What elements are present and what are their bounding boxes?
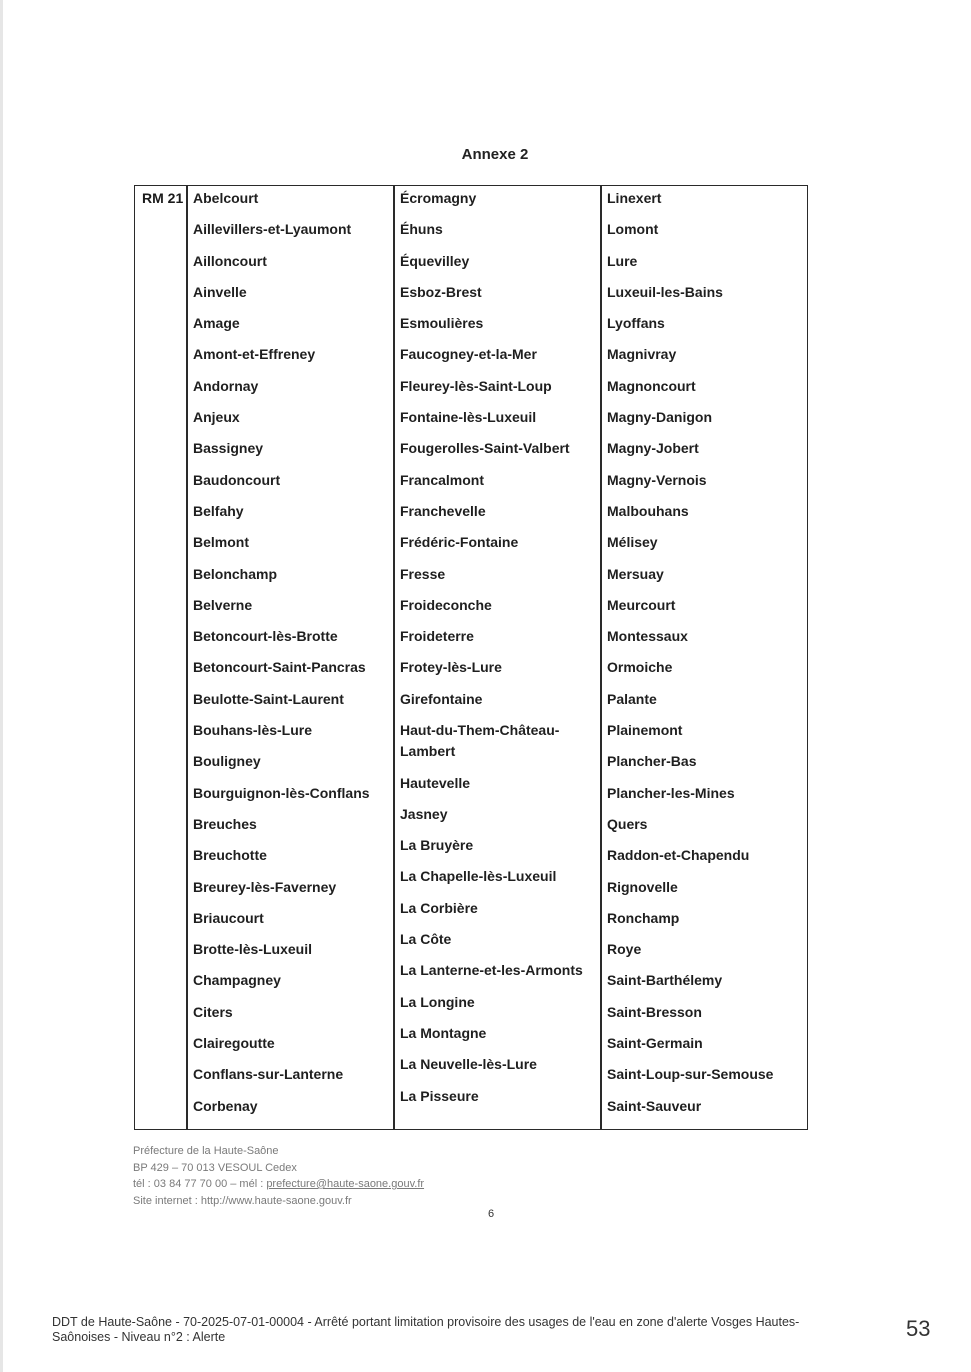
document-caption: DDT de Haute-Saône - 70-2025-07-01-00004 - Arrêté portant limitation provisoire des usages de l'eau en zone d'alerte Vosges Hautes-Saônoises - Niveau n°2 : Alerte: [52, 1315, 800, 1344]
commune-name: Ronchamp: [607, 909, 680, 926]
commune-name: Faucogney-et-la-Mer: [400, 346, 537, 363]
commune-name: Haut-du-Them-Château-Lambert: [400, 722, 560, 760]
commune-name: Saint-Germain: [607, 1035, 703, 1052]
commune-name: Raddon-et-Chapendu: [607, 847, 750, 864]
column-divider: [600, 186, 602, 1129]
commune-name: Saint-Sauveur: [607, 1097, 702, 1114]
commune-name: La Longine: [400, 993, 475, 1010]
footer-line: Préfecture de la Haute-Saône: [133, 1145, 279, 1157]
commune-name: Froideconche: [400, 596, 492, 613]
commune-name: Belonchamp: [193, 565, 278, 582]
commune-name: Franchevelle: [400, 502, 486, 519]
commune-name: Mersuay: [607, 565, 664, 582]
inner-page-number: 6: [488, 1208, 495, 1220]
commune-name: Francalmont: [400, 471, 485, 488]
commune-name: Froideterre: [400, 628, 474, 645]
page-edge: [0, 0, 3, 1372]
commune-name: Esboz-Brest: [400, 283, 482, 300]
commune-name: Saint-Bresson: [607, 1003, 702, 1020]
commune-name: Aillevillers-et-Lyaumont: [193, 221, 352, 238]
commune-name: Belfahy: [193, 502, 244, 519]
commune-name: Abelcourt: [193, 190, 259, 206]
commune-name: Clairegoutte: [193, 1035, 275, 1052]
commune-name: Frotey-lès-Lure: [400, 659, 502, 676]
commune-name: La Pisseure: [400, 1087, 479, 1104]
commune-name: Esmoulières: [400, 315, 484, 332]
commune-name: Bassigney: [193, 440, 264, 457]
communes-table: [134, 185, 808, 1130]
commune-column-3: [607, 188, 773, 1127]
commune-name: Anjeux: [193, 409, 240, 426]
commune-name: Fontaine-lès-Luxeuil: [400, 409, 537, 426]
commune-name: Bourguignon-lès-Conflans: [193, 784, 370, 801]
annex-title: Annexe 2: [461, 146, 529, 163]
commune-name: Amont-et-Effreney: [193, 346, 316, 363]
commune-name: Citers: [193, 1003, 233, 1020]
commune-name: Conflans-sur-Lanterne: [193, 1066, 344, 1083]
commune-name: Plainemont: [607, 722, 683, 739]
commune-name: La Chapelle-lès-Luxeuil: [400, 868, 557, 885]
commune-name: La Bruyère: [400, 837, 474, 854]
commune-name: Amage: [193, 315, 240, 332]
commune-name: Baudoncourt: [193, 471, 281, 488]
commune-name: Roye: [607, 941, 642, 958]
commune-name: Beulotte-Saint-Laurent: [193, 690, 344, 707]
commune-name: Brotte-lès-Luxeuil: [193, 941, 313, 958]
column-divider: [393, 186, 395, 1129]
commune-name: Montessaux: [607, 628, 688, 645]
commune-name: Hautevelle: [400, 774, 471, 791]
commune-name: Bouhans-lès-Lure: [193, 722, 313, 739]
commune-name: Bouligney: [193, 753, 261, 770]
commune-name: La Montagne: [400, 1024, 487, 1041]
email-link[interactable]: prefecture@haute-saone.gouv.fr: [266, 1178, 425, 1190]
footer-phone: tél : 03 84 77 70 00 – mél :: [133, 1178, 267, 1190]
commune-name: Plancher-les-Mines: [607, 784, 735, 801]
commune-name: Plancher-Bas: [607, 753, 697, 770]
commune-name: Lomont: [607, 221, 659, 238]
commune-name: Magny-Jobert: [607, 440, 699, 457]
commune-name: Saint-Barthélemy: [607, 972, 723, 989]
commune-name: Magny-Danigon: [607, 409, 712, 426]
commune-name: Lyoffans: [607, 315, 665, 332]
commune-name: Corbenay: [193, 1097, 258, 1114]
footer-line: [133, 1176, 424, 1193]
commune-name: Girefontaine: [400, 690, 483, 707]
commune-name: Lure: [607, 252, 638, 269]
commune-name: Écromagny: [400, 190, 477, 206]
commune-name: Mélisey: [607, 534, 658, 551]
commune-name: La Neuvelle-lès-Lure: [400, 1056, 537, 1073]
commune-name: Belverne: [193, 596, 253, 613]
commune-name: Rignovelle: [607, 878, 678, 895]
commune-name: Betoncourt-lès-Brotte: [193, 628, 338, 645]
prefecture-footer: [133, 1143, 424, 1209]
commune-name: Éhuns: [400, 221, 443, 238]
commune-name: Andornay: [193, 377, 259, 394]
commune-name: Breuches: [193, 815, 257, 832]
commune-name: Fresse: [400, 565, 446, 582]
commune-name: Ailloncourt: [193, 252, 267, 269]
commune-name: Magnivray: [607, 346, 677, 363]
column-divider: [186, 186, 188, 1129]
commune-name: Jasney: [400, 805, 448, 822]
zone-code: RM 21: [142, 190, 184, 206]
commune-name: Champagney: [193, 972, 281, 989]
commune-name: Frédéric-Fontaine: [400, 534, 519, 551]
commune-name: Linexert: [607, 190, 662, 206]
commune-name: Betoncourt-Saint-Pancras: [193, 659, 366, 676]
commune-name: Luxeuil-les-Bains: [607, 283, 723, 300]
commune-name: La Côte: [400, 931, 452, 948]
commune-name: Magny-Vernois: [607, 471, 707, 488]
commune-name: Ainvelle: [193, 283, 247, 300]
commune-name: Malbouhans: [607, 502, 689, 519]
commune-name: La Lanterne-et-les-Armonts: [400, 962, 583, 979]
commune-name: Palante: [607, 690, 657, 707]
footer-line: BP 429 – 70 013 VESOUL Cedex: [133, 1161, 297, 1174]
commune-name: Équevilley: [400, 252, 470, 269]
commune-column-1: [193, 188, 370, 1127]
commune-name: Quers: [607, 815, 648, 832]
commune-name: Breuchotte: [193, 847, 267, 864]
commune-name: La Corbière: [400, 899, 478, 916]
commune-name: Breurey-lès-Faverney: [193, 878, 337, 895]
commune-name: Ormoiche: [607, 659, 673, 676]
commune-name: Saint-Loup-sur-Semouse: [607, 1066, 774, 1083]
commune-name: Fougerolles-Saint-Valbert: [400, 440, 570, 457]
footer-line: Site internet : http://www.haute-saone.gouv.fr: [133, 1194, 352, 1207]
commune-name: Briaucourt: [193, 909, 264, 926]
commune-name: Belmont: [193, 534, 249, 551]
commune-name: Magnoncourt: [607, 377, 696, 394]
page-number: 53: [906, 1316, 931, 1341]
commune-name: Meurcourt: [607, 596, 676, 613]
commune-name: Fleurey-lès-Saint-Loup: [400, 377, 552, 394]
commune-column-2: [400, 188, 590, 1117]
